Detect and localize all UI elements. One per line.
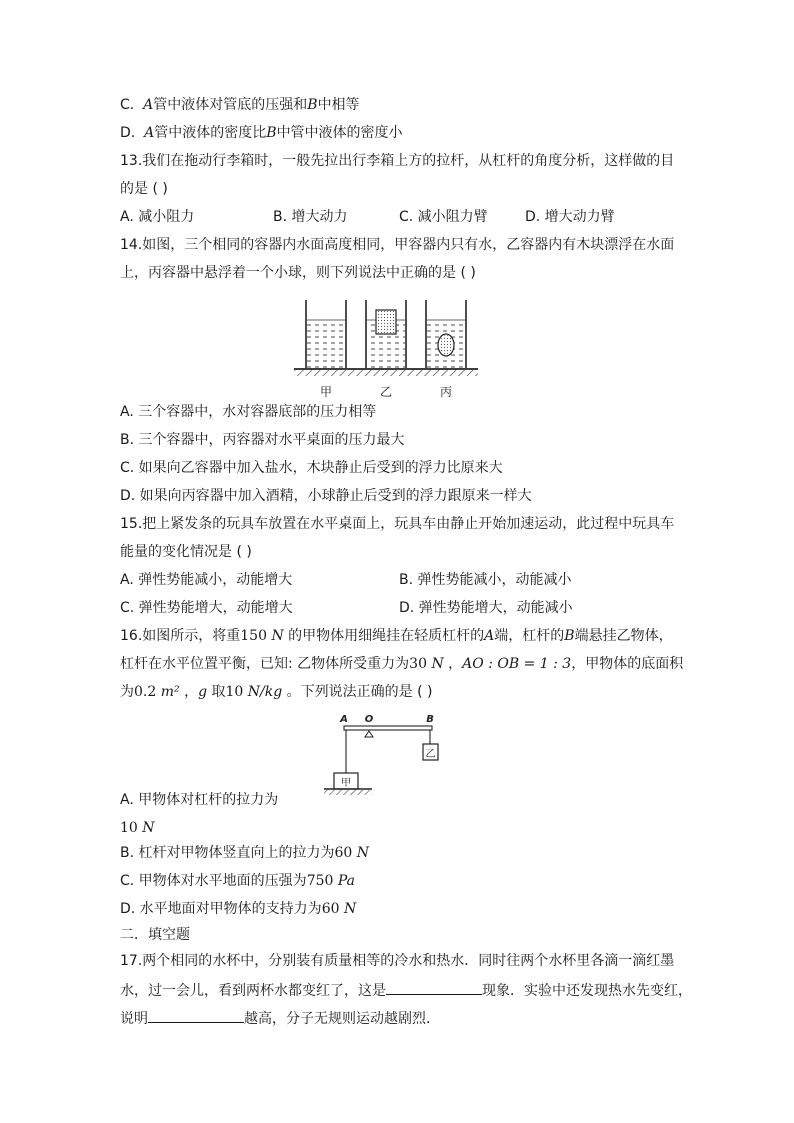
container-jia — [306, 300, 346, 368]
label-bing: 丙 — [439, 385, 453, 399]
q16-stem-line2: 杠杆在水平位置平衡，已知: 乙物体所受重力为30 N ，AO : OB = 1 : 3，甲物体的底面积 — [120, 656, 684, 672]
q16-option-b: B. 杠杆对甲物体竖直向上的拉力为60 N — [120, 845, 370, 861]
q13-option-a: A. 减小阻力 — [120, 209, 195, 225]
q15-option-d: D. 弹性势能增大，动能减小 — [399, 600, 573, 616]
q16-option-a: A. 甲物体对杠杆的拉力为 — [120, 792, 279, 808]
label-B: B — [426, 714, 434, 725]
label-block-jia: 甲 — [341, 778, 351, 789]
q17-blank-2[interactable] — [148, 1007, 244, 1023]
q17-stem-line1: 17.两个相同的水杯中，分别装有质量相等的冷水和热水．同时往两个水杯里各滴一滴红墨 — [120, 953, 675, 969]
fulcrum — [365, 731, 373, 737]
q13-option-d: D. 增大动力臂 — [525, 209, 615, 225]
q13-stem-line1: 13.我们在拖动行李箱时，一般先拉出行李箱上方的拉杆，从杠杆的角度分析，这样做的目 — [120, 153, 675, 169]
q16-stem-line1: 16.如图所示，将重150 N 的甲物体用细绳挂在轻质杠杆的A端，杠杆的B端悬挂乙物体， — [120, 628, 673, 644]
container-bing — [426, 300, 466, 368]
table-surface — [294, 370, 478, 376]
q17-stem-line3: 说明 越高，分子无规则运动越剧烈． — [120, 1007, 440, 1029]
q14-option-a: A. 三个容器中，水对容器底部的压力相等 — [120, 404, 377, 420]
q16-option-c: C. 甲物体对水平地面的压强为750 Pa — [120, 873, 356, 889]
label-jia: 甲 — [319, 385, 333, 399]
q17-blank-1[interactable] — [386, 979, 482, 995]
lever-bar — [344, 726, 432, 730]
q16-option-a-value: 10 N — [120, 820, 155, 836]
q14-stem-line2: 上，丙容器中悬浮着一个小球，则下列说法中正确的是 ( ) — [120, 265, 476, 281]
container-yi — [366, 300, 406, 368]
q12-option-c: C. A管中液体对管底的压强和B中相等 — [120, 97, 360, 113]
q15-option-b: B. 弹性势能减小，动能减小 — [399, 572, 572, 588]
q16-stem-line3: 为0.2 m² ，g 取10 N/kg 。下列说法正确的是 ( ) — [120, 684, 433, 700]
q16-lever-figure — [322, 710, 452, 798]
q14-containers-figure — [290, 298, 490, 404]
q14-stem-line1: 14.如图，三个相同的容器内水面高度相同，甲容器内只有水，乙容器内有木块漂浮在水面 — [120, 237, 675, 253]
q13-option-b: B. 增大动力 — [273, 209, 348, 225]
label-yi: 乙 — [379, 385, 393, 399]
q14-option-c: C. 如果向乙容器中加入盐水，木块静止后受到的浮力比原来大 — [120, 460, 503, 476]
q15-option-a: A. 弹性势能减小，动能增大 — [120, 572, 293, 588]
q13-option-c: C. 减小阻力臂 — [399, 209, 488, 225]
label-O: O — [364, 714, 374, 725]
q14-option-d: D. 如果向丙容器中加入酒精，小球静止后受到的浮力跟原来一样大 — [120, 488, 532, 504]
label-block-yi: 乙 — [425, 749, 436, 760]
q15-stem-line1: 15.把上紧发条的玩具车放置在水平桌面上，玩具车由静止开始加速运动，此过程中玩具车 — [120, 516, 675, 532]
q15-stem-line2: 能量的变化情况是 ( ) — [120, 544, 252, 560]
q17-stem-line2: 水，过一会儿，看到两杯水都变红了，这是 现象．实验中还发现热水先变红， — [120, 979, 692, 1001]
label-A: A — [340, 714, 348, 725]
q12-option-d: D. A管中液体的密度比B中管中液体的密度小 — [120, 125, 403, 141]
section-title-fill-in: 二．填空题 — [120, 927, 190, 943]
q13-stem-line2: 的是 ( ) — [120, 181, 168, 197]
q16-option-d: D. 水平地面对甲物体的支持力为60 N — [120, 901, 357, 917]
q14-option-b: B. 三个容器中，丙容器对水平桌面的压力最大 — [120, 432, 405, 448]
q15-option-c: C. 弹性势能增大，动能增大 — [120, 600, 293, 616]
